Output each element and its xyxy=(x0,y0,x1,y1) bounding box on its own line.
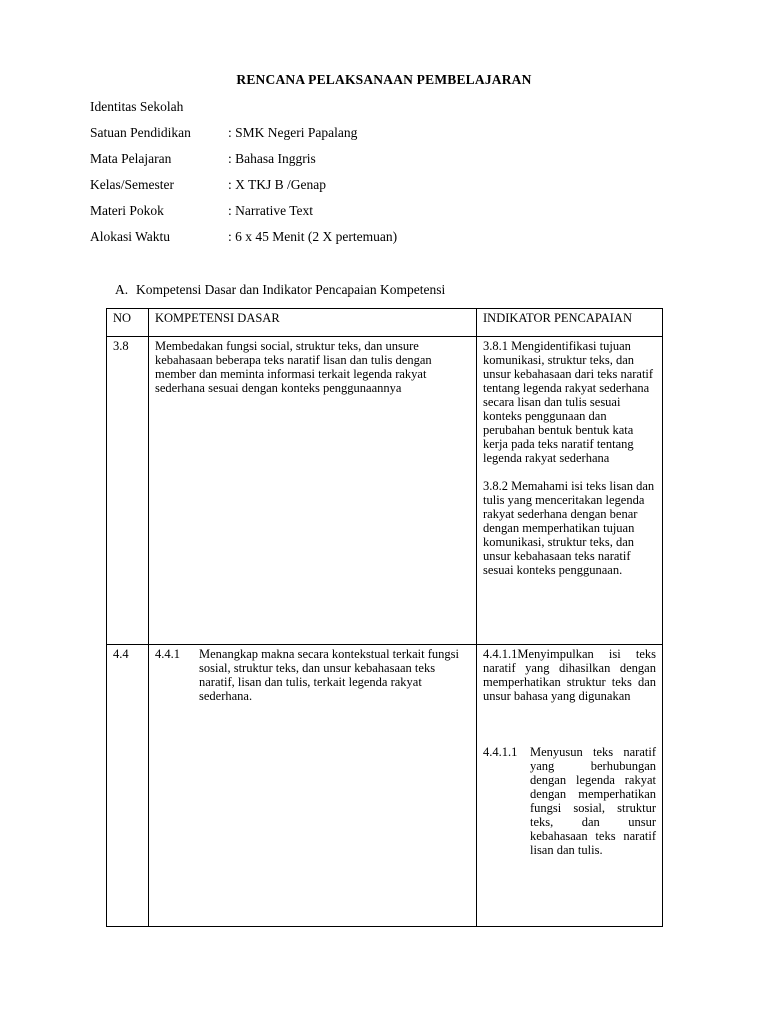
ident-label: Materi Pokok xyxy=(90,203,164,218)
indikator-4-4-1-1-a: 4.4.1.1Menyimpulkan isi teks naratif yang dihasilkan dengan memperhatikan struktur teks dan unsur bahasa yang digunakan xyxy=(483,647,656,703)
kd-item xyxy=(155,647,470,703)
ident-label: Mata Pelajaran xyxy=(90,151,172,166)
section-a-heading xyxy=(115,282,445,298)
ident-value: : SMK Negeri Papalang xyxy=(228,125,358,140)
row-kd xyxy=(149,645,477,927)
ident-label: Kelas/Semester xyxy=(90,177,174,192)
ident-value: : Narrative Text xyxy=(228,203,314,218)
section-letter: A. xyxy=(115,282,129,297)
ident-label: Alokasi Waktu xyxy=(90,229,171,244)
header-kd: KOMPETENSI DASAR xyxy=(149,309,477,337)
row-no: 4.4 xyxy=(107,645,149,927)
table-header-row xyxy=(107,309,663,337)
table-row xyxy=(107,337,663,645)
kd-text: Menangkap makna secara kontekstual terkait fungsi sosial, struktur teks, dan unsur kebahasaan teks naratif, lisan dan tulis, terkait legenda rakyat sederhana. xyxy=(199,647,459,703)
ident-value: : 6 x 45 Menit (2 X pertemuan) xyxy=(228,229,398,244)
section-title: Kompetensi Dasar dan Indikator Pencapaian Kompetensi xyxy=(136,282,446,297)
row-no: 3.8 xyxy=(107,337,149,645)
header-no: NO xyxy=(107,309,149,337)
ident-value: : X TKJ B /Genap xyxy=(228,177,326,192)
indikator-4-4-1-1-b xyxy=(483,745,656,857)
kd-number: 4.4.1 xyxy=(155,647,180,661)
indikator-text: Menyusun teks naratif yang berhubungan dengan legenda rakyat dengan memperhatikan fungsi sosial, struktur teks, dan unsur kebahasaan teks naratif lisan dan tulis. xyxy=(530,745,656,857)
ident-label: Satuan Pendidikan xyxy=(90,125,191,140)
document-title: RENCANA PELAKSANAAN PEMBELAJARAN xyxy=(236,72,532,87)
kompetensi-table xyxy=(106,308,663,927)
row-indikator xyxy=(477,645,663,927)
table-row xyxy=(107,645,663,927)
indikator-number: 4.4.1.1 xyxy=(483,745,518,759)
header-indikator: INDIKATOR PENCAPAIAN xyxy=(477,309,663,337)
identitas-heading: Identitas Sekolah xyxy=(90,99,184,114)
ident-value: : Bahasa Inggris xyxy=(228,151,316,166)
row-kd: Membedakan fungsi social, struktur teks, dan unsure kebahasaan beberapa teks naratif lisan dan tulis dengan member dan meminta informasi terkait legenda rakyat sederhana sesuai dengan konteks penggunaannya xyxy=(149,337,477,645)
indikator-3-8-2: 3.8.2 Memahami isi teks lisan dan tulis yang menceritakan legenda rakyat sederhana dengan benar dengan memperhatikan tujuan komunikasi, struktur teks, dan unsur kebahasaan teks naratif sesuai konteks penggunaan. xyxy=(483,479,655,577)
indikator-3-8-1: 3.8.1 Mengidentifikasi tujuan komunikasi, struktur teks, dan unsur kebahasaan dari teks naratif tentang legenda rakyat sederhana secara lisan dan tulis sesuai konteks penggunaan dan perubahan bentuk bentuk kata kerja pada teks naratif tentang legenda rakyat sederhana xyxy=(483,339,654,465)
row-indikator xyxy=(477,337,663,645)
